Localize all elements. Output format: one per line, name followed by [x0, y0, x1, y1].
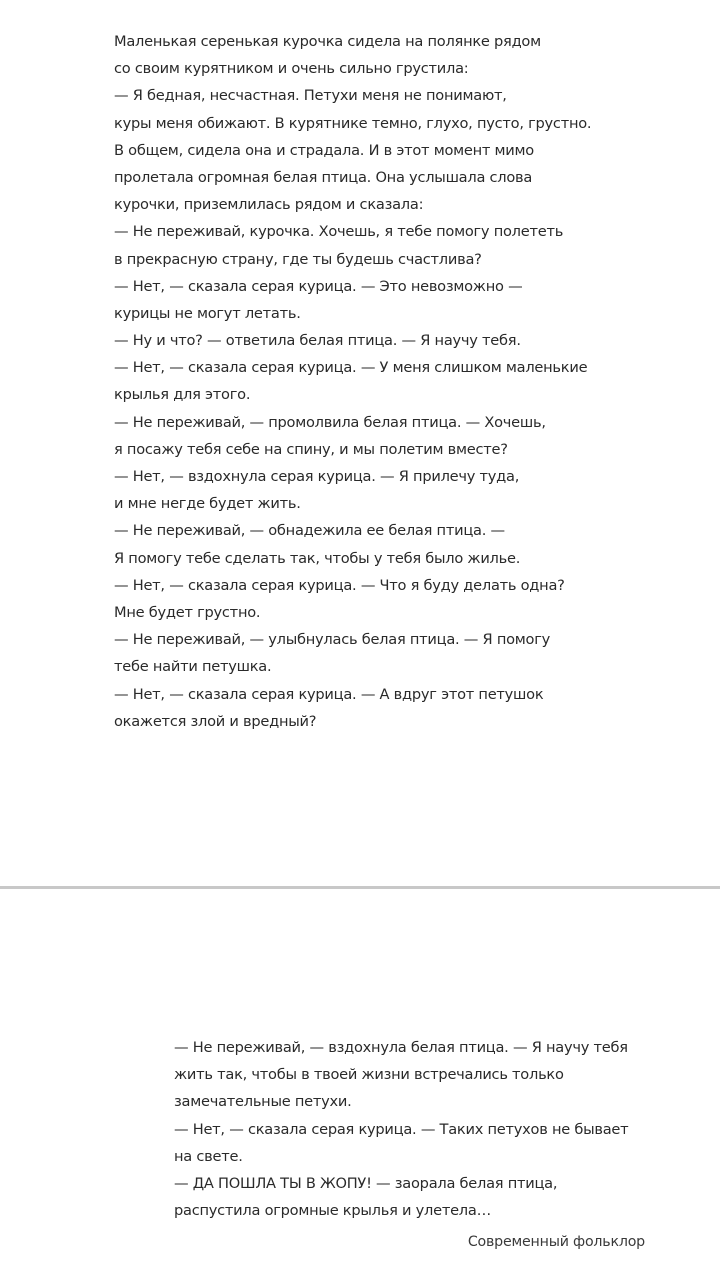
text-line: В общем, сидела она и страдала. И в этот момент мимо: [114, 141, 534, 159]
text-line: — Не переживай, — промолвила белая птица. — Хочешь,: [114, 413, 546, 431]
text-line: курицы не могут летать.: [114, 304, 301, 322]
text-line: — Нет, — сказала серая курица. — Таких петухов не бывает: [174, 1120, 629, 1138]
attribution: Современный фольклор: [467, 1234, 645, 1250]
text-line: — Ну и что? — ответила белая птица. — Я научу тебя.: [114, 332, 521, 350]
text-line: тебе найти петушка.: [114, 658, 272, 676]
text-line: со своим курятником и очень сильно грустила:: [114, 60, 469, 78]
text-line: — Нет, — вздохнула серая курица. — Я прилечу туда,: [114, 468, 520, 485]
page-bottom: [0, 889, 720, 1280]
text-line: — Нет, — сказала серая курица. — А вдруг этот петушок: [114, 685, 544, 703]
text-line: — Не переживай, — вздохнула белая птица. — Я научу тебя: [174, 1039, 628, 1056]
text-line: — Нет, — сказала серая курица. — Это невозможно —: [114, 277, 523, 295]
text-line: замечательные петухи.: [174, 1093, 352, 1111]
text-line: Мне будет грустно.: [114, 603, 261, 621]
text-line: распустила огромные крылья и улетела…: [174, 1202, 491, 1220]
text-line: крылья для этого.: [114, 386, 251, 404]
text-line: в прекрасную страну, где ты будешь счастлива?: [114, 250, 482, 268]
text-line: пролетала огромная белая птица. Она услышала слова: [114, 168, 533, 186]
text-line: курочки, приземлилась рядом и сказала:: [114, 196, 424, 214]
text-line: — Не переживай, — улыбнулась белая птица. — Я помогу: [114, 631, 551, 649]
text-line: куры меня обижают. В курятнике темно, глухо, пусто, грустно.: [114, 114, 592, 132]
text-line: — Нет, — сказала серая курица. — У меня слишком маленькие: [114, 359, 588, 377]
text-line: жить так, чтобы в твоей жизни встречались только: [174, 1066, 564, 1084]
text-line: и мне негде будет жить.: [114, 495, 301, 513]
text-line: я посажу тебя себе на спину, и мы полетим вместе?: [114, 440, 508, 458]
text-line: — Я бедная, несчастная. Петухи меня не понимают,: [114, 87, 507, 105]
story-text-top: [114, 28, 704, 735]
text-line: — Не переживай, курочка. Хочешь, я тебе помогу полететь: [114, 223, 564, 241]
text-line: — ДА ПОШЛА ТЫ В ЖОПУ! — заорала белая птица,: [174, 1174, 558, 1192]
text-line: Маленькая серенькая курочка сидела на полянке рядом: [114, 33, 541, 50]
story-text-bottom: [174, 1034, 704, 1224]
text-line: — Нет, — сказала серая курица. — Что я буду делать одна?: [114, 576, 565, 594]
text-line: — Не переживай, — обнадежила ее белая птица. —: [114, 522, 505, 540]
text-line: на свете.: [174, 1147, 243, 1165]
text-line: окажется злой и вредный?: [114, 712, 317, 730]
text-line: Я помогу тебе сделать так, чтобы у тебя было жилье.: [114, 549, 521, 567]
